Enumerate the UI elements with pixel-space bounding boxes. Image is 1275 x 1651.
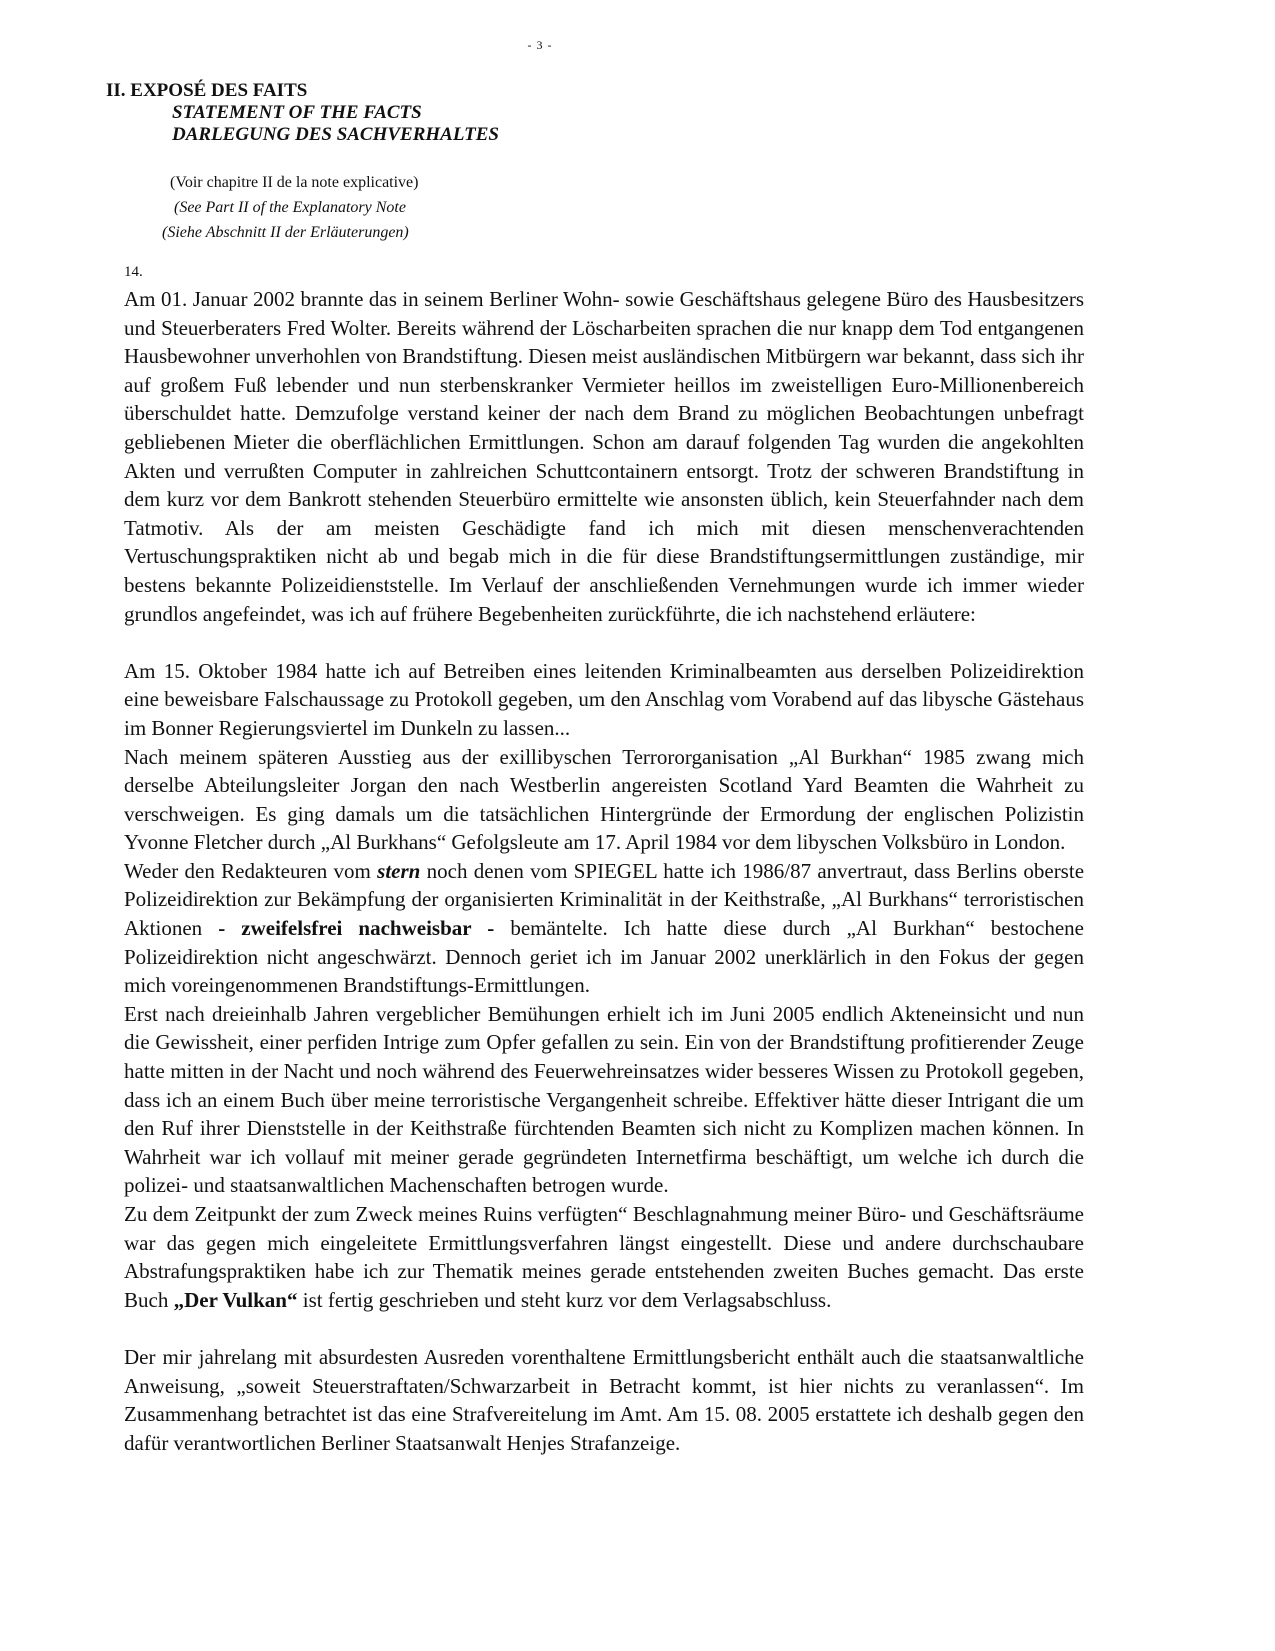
emphasis-bold: - zweifelsfrei nachweisbar -: [218, 916, 495, 941]
text-run: Weder den Redakteuren vom: [124, 858, 378, 883]
note-en: (See Part II of the Explanatory Note: [174, 199, 406, 216]
text-run: Zu dem Zeitpunkt der zum Zweck meines Ruins verfügten“ Beschlagnahmung meiner Büro- und Geschäftsräume war das gegen mich eingeleitete Ermittlungsverfahren längst eingestellt. Diese und andere durchschaubare Abstrafungspraktiken habe ich zur Thematik meines gerade entstehenden zweiten Buches gemacht. Das erste Buch: [124, 1202, 1084, 1312]
paragraph-number: 14.: [124, 264, 143, 280]
note-fr: (Voir chapitre II de la note explicative): [170, 174, 419, 191]
explanatory-note-reference: [106, 170, 418, 245]
paragraph: [124, 857, 1084, 1000]
paragraph: [124, 1200, 1084, 1314]
note-de: (Siehe Abschnitt II der Erläuterungen): [162, 224, 409, 241]
paragraph: Nach meinem späteren Ausstieg aus der exillibyschen Terrororganisation „Al Burkhan“ 1985 zwang mich derselbe Abteilungsleiter Jorgan den nach Westberlin angereisten Scotland Yard Beamten die Wahrheit zu verschweigen. Es ging damals um die tatsächlichen Hintergründe der Ermordung der englischen Polizistin Yvonne Fletcher durch „Al Burkhans“ Gefolgsleute am 17. April 1984 vor dem libyschen Volksbüro in London.: [124, 744, 1084, 855]
paragraph: Der mir jahrelang mit absurdesten Ausreden vorenthaltene Ermittlungsbericht enthält auch die staatsanwaltliche Anweisung, „soweit Steuerstraftaten/Schwarzarbeit in Betracht kommt, ist hier nichts zu veranlassen“. Im Zusammenhang betrachtet ist das eine Strafvereitelung im Amt. Am 15. 08. 2005 erstattete ich deshalb gegen den dafür verantwortlichen Berliner Staatsanwalt Henjes Strafanzeige.: [124, 1344, 1084, 1455]
text-run: noch denen vom SPIEGEL hatte ich 1986/87 anvertraut, dass Berlins oberste Polizeidirektion zur Bekämpfung der organisierten Kriminalität in der Keithstraße, „Al Burkhans“ terroristischen Aktionen: [124, 858, 1085, 941]
paragraph: Am 01. Januar 2002 brannte das in seinem Berliner Wohn- sowie Geschäftshaus gelegene Büro des Hausbesitzers und Steuerberaters Fred Wolter. Bereits während der Löscharbeiten sprachen die nur knapp dem Tod entgangenen Hausbewohner unverhohlen von Brandstiftung. Diesen meist ausländischen Mitbürgern war bekannt, dass sich ihr auf großem Fuß lebender und nun sterbenskranker Vermieter heillos im zweistelligen Euro-Millionenbereich überschuldet hatte. Demzufolge verstand keiner der nach dem Brand zu möglichen Beobachtungen unbefragt gebliebenen Mieter die oberflächlichen Ermittlungen. Schon am darauf folgenden Tag wurden die angekohlten Akten und verrußten Computer in zahlreichen Schuttcontainern entsorgt. Trotz der schweren Brandstiftung in dem kurz vor dem Bankrott stehenden Steuerbüro ermittelte wie ansonsten üblich, kein Steuerfahnder nach dem Tatmotiv. Als der am meisten Geschädigte fand ich mich mit diesen menschenverachtenden Vertuschungspraktiken nicht ab und begab mich in die für diese Brandstiftungsermittlungen zuständige, mir bestens bekannte Polizeidienststelle. Im Verlauf der anschließenden Vernehmungen wurde ich immer wieder grundlos angefeindet, was ich auf frühere Begebenheiten zurückführte, die ich nachstehend erläutere:: [124, 287, 1084, 626]
text-run: bemäntelte. Ich hatte diese durch „Al Burkhan“ bestochene Polizeidirektion nicht angeschwärzt. Dennoch geriet ich im Januar 2002 unerklärlich in den Fokus der gegen mich voreingenommenen Brandstiftungs-Ermittlungen.: [124, 916, 1084, 998]
book-title: „Der Vulkan“: [173, 1287, 298, 1312]
text-run: ist fertig geschrieben und steht kurz vor dem Verlagsabschluss.: [297, 1287, 832, 1312]
paragraph: Erst nach dreieinhalb Jahren vergeblicher Bemühungen erhielt ich im Juni 2005 endlich Akteneinsicht und nun die Gewissheit, einer perfiden Intrige zum Opfer gefallen zu sein. Ein von der Brandstiftung profitierender Zeuge hatte mitten in der Nacht und noch während des Feuerwehreinsatzes wider besseres Wissen zu Protokoll gegeben, dass ich an einem Buch über meine terroristische Vergangenheit schreibe. Effektiver hätte dieser Intrigant die um den Ruf ihrer Dienststelle in der Keithstraße fürchtenden Beamten sich nicht zu Komplizen machen können. In Wahrheit war ich vollauf mit meiner gerade gegründeten Internetfirma beschäftigt, um welche ich durch die polizei- und staatsanwaltlichen Machenschaften betrogen wurde.: [124, 1001, 1084, 1198]
section-title-de: DARLEGUNG DES SACHVERHALTES: [172, 124, 499, 145]
section-heading: [106, 80, 499, 146]
statement-body: [124, 285, 1084, 1457]
paragraph: Am 15. Oktober 1984 hatte ich auf Betreiben eines leitenden Kriminalbeamten aus derselben Polizeidirektion eine beweisbare Falschaussage zu Protokoll gegeben, um den Anschlag vom Vorabend auf das libysche Gästehaus im Bonner Regierungsviertel im Dunkeln zu lassen...: [124, 658, 1084, 740]
section-title-fr: II. EXPOSÉ DES FAITS: [106, 80, 308, 101]
page-number: - 3 -: [527, 38, 553, 52]
magazine-name-stern: stern: [377, 858, 421, 883]
section-title-en: STATEMENT OF THE FACTS: [172, 102, 422, 123]
